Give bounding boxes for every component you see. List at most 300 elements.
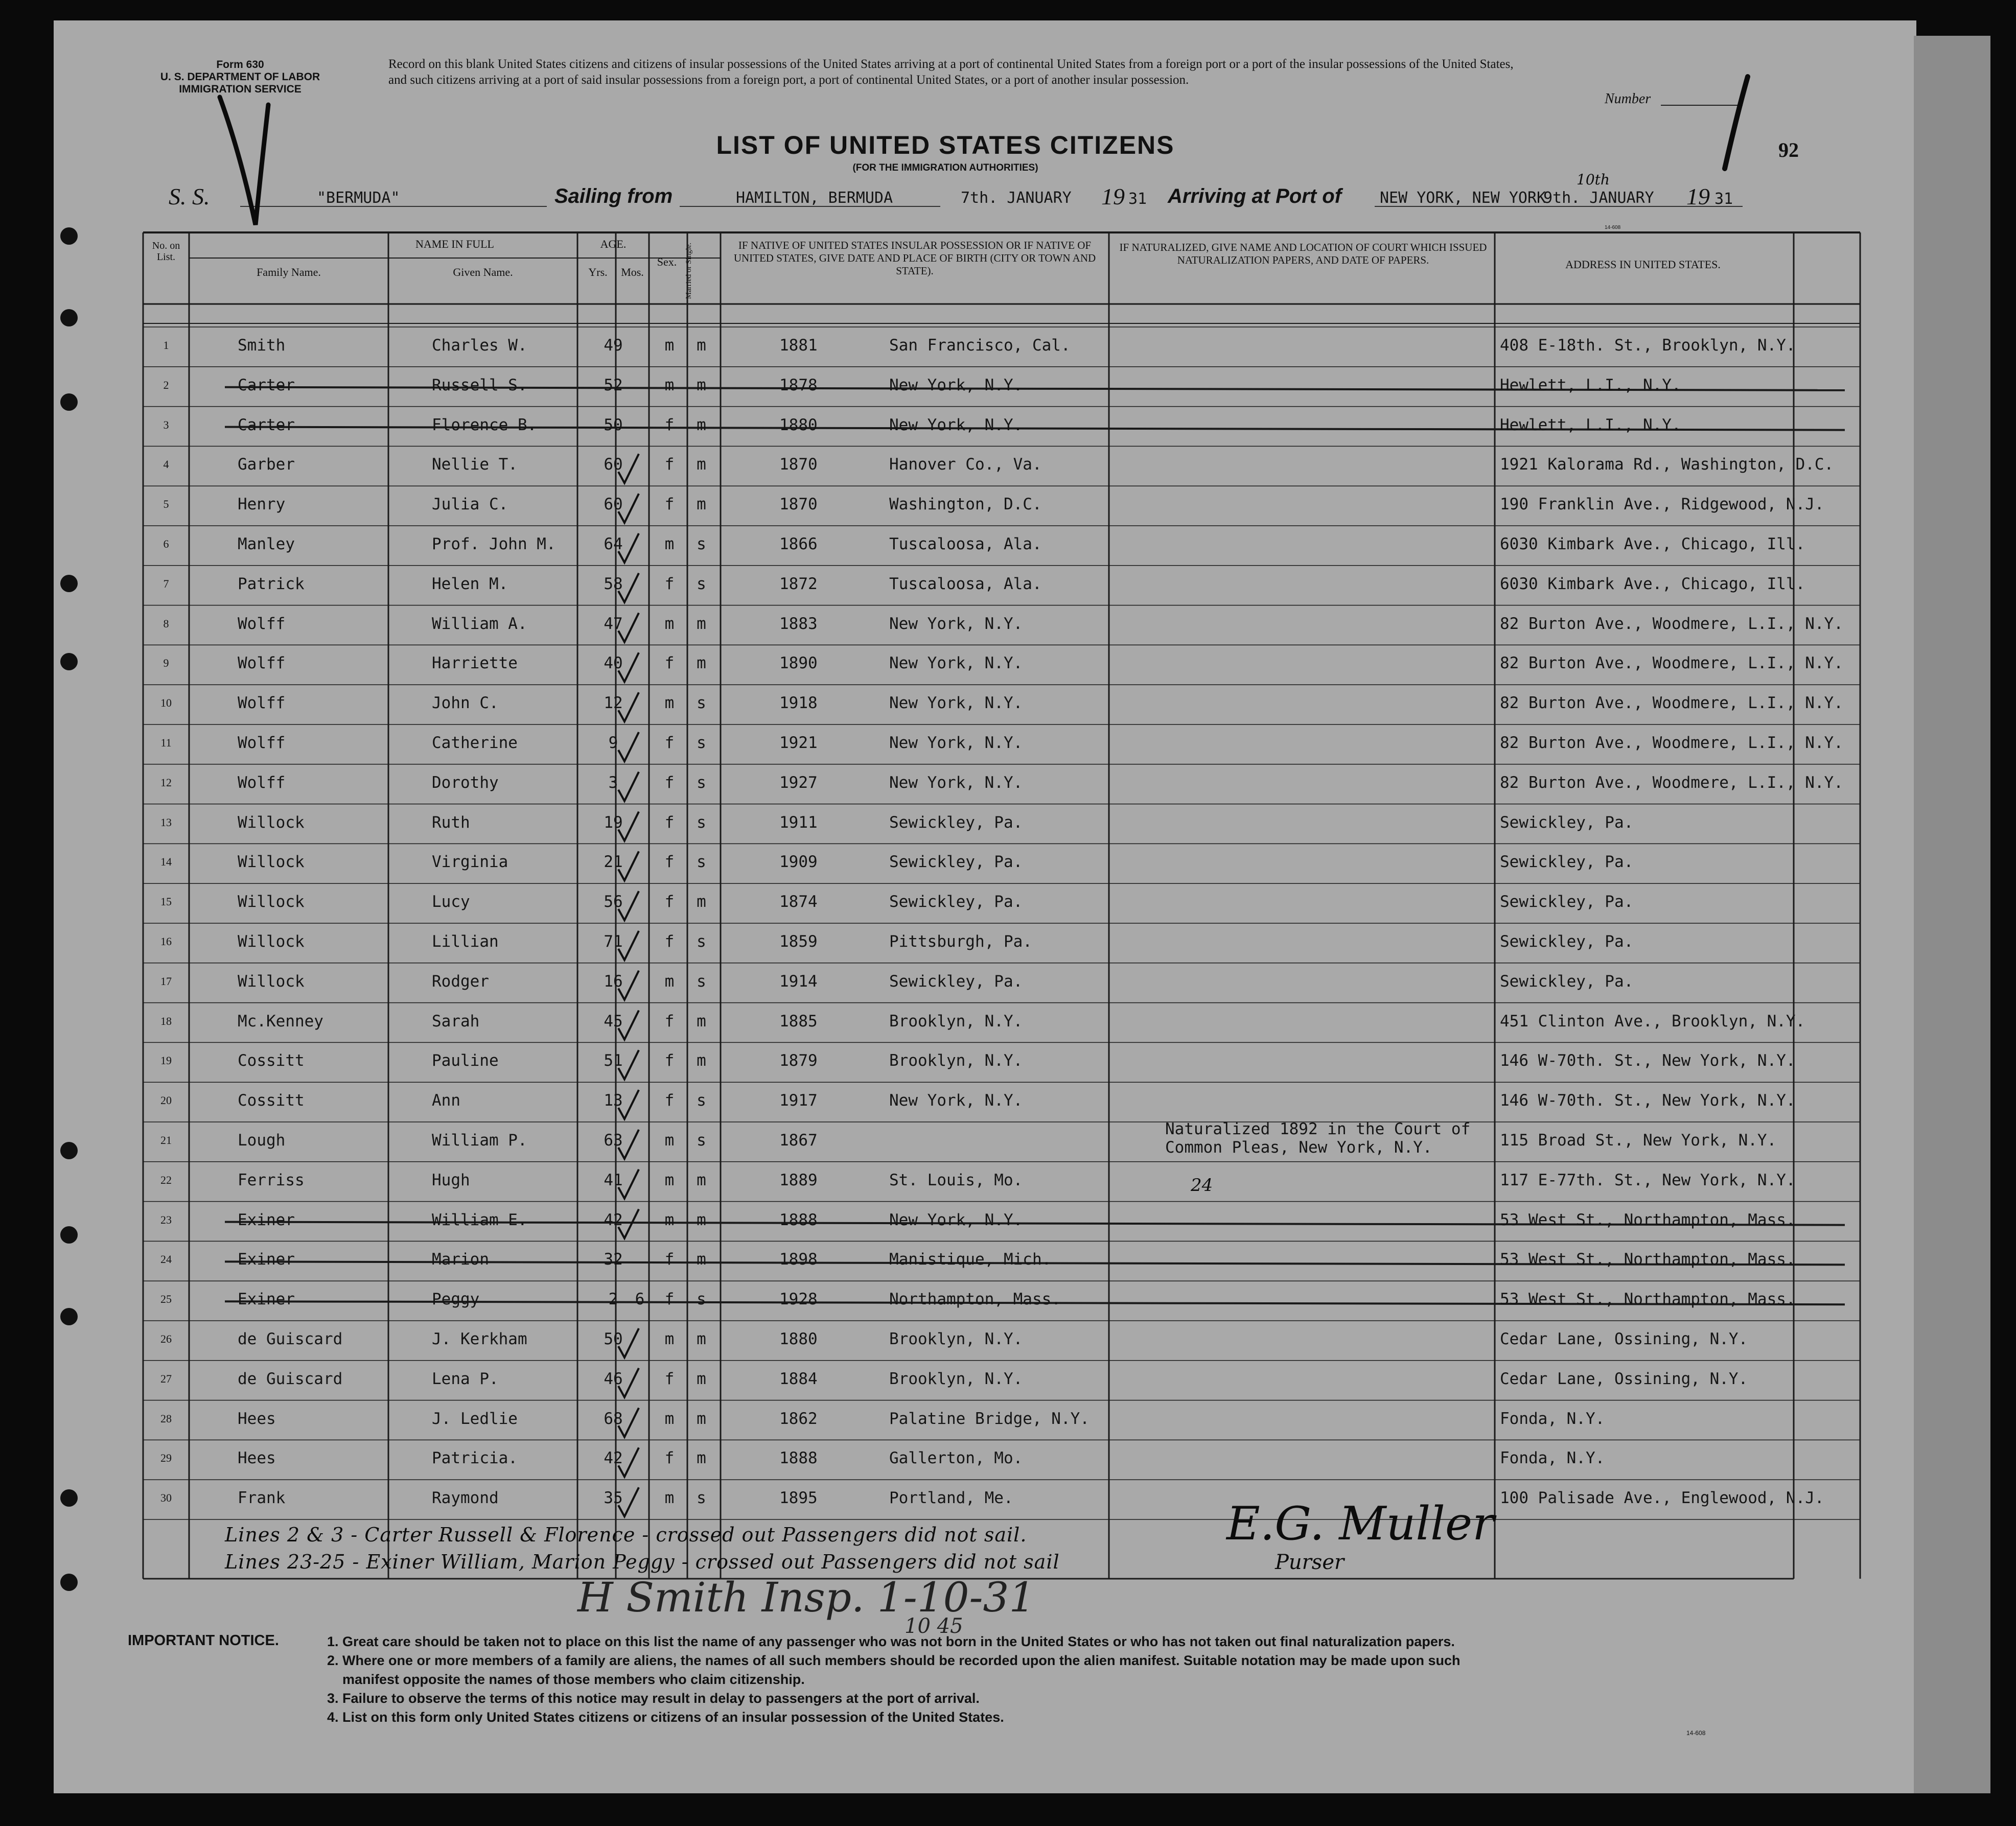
cell-ms: m <box>697 1170 706 1189</box>
cell-family: Hees <box>238 1409 276 1428</box>
cell-place: New York, N.Y. <box>889 773 1023 792</box>
cell-family: Patrick <box>238 574 305 593</box>
sailing-year: 31 <box>1128 190 1147 208</box>
cell-year: 1880 <box>779 1330 818 1348</box>
cell-ms: s <box>697 813 706 832</box>
cell-sex: f <box>664 1091 675 1110</box>
cell-year: 1927 <box>779 773 818 792</box>
cell-given: William P. <box>432 1131 527 1150</box>
cell-family: de Guiscard <box>238 1330 343 1348</box>
cell-place: New York, N.Y. <box>889 415 1023 434</box>
cell-family: Willock <box>238 932 305 951</box>
cell-place: San Francisco, Cal. <box>889 336 1071 355</box>
cell-no: 29 <box>160 1452 172 1465</box>
cell-sex: m <box>664 1409 675 1428</box>
cell-place: Brooklyn, N.Y. <box>889 1330 1023 1348</box>
cell-no: 16 <box>160 935 172 948</box>
col-header-native: IF NATIVE OF UNITED STATES INSULAR POSSESSION OR IF NATIVE OF UNITED STATES, GIVE DATE AND PLACE OF BIRTH (CITY OR TOWN AND STATE). <box>733 239 1096 277</box>
cell-nat: Naturalized 1892 in the Court of <box>1165 1120 1471 1138</box>
cell-place: Palatine Bridge, N.Y. <box>889 1409 1090 1428</box>
notice-code: 14-608 <box>1686 1729 1706 1737</box>
annotation-line-1: Lines 2 & 3 - Carter Russell & Florence - crossed out Passengers did not sail. <box>225 1524 1027 1546</box>
cell-ms: s <box>697 1091 706 1110</box>
col-header-family: Family Name. <box>257 266 321 278</box>
cell-place: St. Louis, Mo. <box>889 1170 1023 1189</box>
sailing-label: Sailing from <box>554 185 673 207</box>
cell-sex: m <box>664 1170 675 1189</box>
cell-sex: m <box>664 694 675 713</box>
cell-sex: f <box>664 415 675 434</box>
cell-sex: f <box>664 893 675 911</box>
cell-address: Fonda, N.Y. <box>1500 1449 1605 1468</box>
cell-no: 10 <box>160 696 172 710</box>
cell-given: Russell S. <box>432 376 527 394</box>
cell-yrs: 63 <box>604 1131 623 1150</box>
cell-year: 1866 <box>779 535 818 553</box>
cell-address: Sewickley, Pa. <box>1500 972 1634 991</box>
cell-year: 1867 <box>779 1131 818 1150</box>
cell-family: Manley <box>238 535 295 553</box>
cell-address: Fonda, N.Y. <box>1500 1409 1605 1428</box>
cell-ms: m <box>697 1210 706 1229</box>
cell-family: Wolff <box>238 654 286 673</box>
cell-place: Brooklyn, N.Y. <box>889 1012 1023 1031</box>
cell-family: Willock <box>238 893 305 911</box>
col-header-yrs: Yrs. <box>588 266 608 278</box>
cell-sex: f <box>664 1369 675 1388</box>
cell-given: Nellie T. <box>432 455 518 474</box>
cell-given: William E. <box>432 1210 527 1229</box>
notice-body <box>327 1632 1860 1727</box>
cell-yrs: 50 <box>604 415 623 434</box>
cell-given: J. Ledlie <box>432 1409 518 1428</box>
cell-place: New York, N.Y. <box>889 654 1023 673</box>
col-header-naturalized: IF NATURALIZED, GIVE NAME AND LOCATION OF COURT WHICH ISSUED NATURALIZATION PAPERS, AND DATE OF PAPERS. <box>1119 241 1487 266</box>
cell-sex: f <box>664 654 675 673</box>
cell-yrs: 32 <box>604 1250 623 1269</box>
cell-place: New York, N.Y. <box>889 614 1023 633</box>
cell-ms: m <box>697 1051 706 1070</box>
notice-item: 1. Great care should be taken not to place on this list the name of any passenger who was not born in the United States or who has not taken out final naturalization papers. <box>327 1634 1455 1649</box>
cell-family: Willock <box>238 972 305 991</box>
cell-sex: f <box>664 574 675 593</box>
cell-year: 1881 <box>779 336 818 355</box>
cell-family: Wolff <box>238 734 286 752</box>
cell-year: 1928 <box>779 1290 818 1309</box>
cell-no: 18 <box>160 1014 172 1027</box>
cell-year: 1885 <box>779 1012 818 1031</box>
cell-address: 82 Burton Ave., Woodmere, L.I., N.Y. <box>1500 773 1843 792</box>
cell-year: 1872 <box>779 574 818 593</box>
margin-note-24: 24 <box>1191 1175 1213 1196</box>
cell-place: Hanover Co., Va. <box>889 455 1042 474</box>
cell-family: de Guiscard <box>238 1369 343 1388</box>
cell-family: Mc.Kenney <box>238 1012 323 1031</box>
cell-no: 30 <box>160 1491 172 1505</box>
cell-ms: s <box>697 773 706 792</box>
cell-sex: f <box>664 1250 675 1269</box>
cell-ms: m <box>697 1012 706 1031</box>
cell-sex: f <box>664 1051 675 1070</box>
cell-year: 1883 <box>779 614 818 633</box>
cell-yrs: 46 <box>604 1369 623 1388</box>
col-header-given: Given Name. <box>453 266 513 278</box>
cell-sex: m <box>664 1210 675 1229</box>
cell-given: Pauline <box>432 1051 499 1070</box>
cell-given: Rodger <box>432 972 489 991</box>
cell-family: Wolff <box>238 694 286 713</box>
purser-title: Purser <box>1275 1551 1345 1574</box>
cell-yrs: 12 <box>604 694 623 713</box>
cell-given: Virginia <box>432 853 508 872</box>
cell-no: 12 <box>160 776 172 789</box>
cell-family: Frank <box>238 1489 286 1508</box>
cell-yrs: 49 <box>604 336 623 355</box>
cell-no: 17 <box>160 974 172 988</box>
cell-family: Carter <box>238 376 295 394</box>
cell-no: 3 <box>163 418 169 431</box>
cell-family: Lough <box>238 1131 286 1150</box>
cell-ms: s <box>697 1489 706 1508</box>
arrival-day-correction: 10th <box>1577 171 1610 188</box>
cell-address: 82 Burton Ave., Woodmere, L.I., N.Y. <box>1500 614 1843 633</box>
col-header-mos: Mos. <box>621 266 644 278</box>
cell-no: 21 <box>160 1134 172 1146</box>
cell-place: Portland, Me. <box>889 1489 1013 1508</box>
cell-ms: m <box>697 415 706 434</box>
annotation-line-2: Lines 23-25 - Exiner William, Marion Peggy - crossed out Passengers did not sail <box>225 1551 1060 1573</box>
cell-ms: m <box>697 455 706 474</box>
cell-address: 82 Burton Ave., Woodmere, L.I., N.Y. <box>1500 694 1843 713</box>
cell-given: Julia C. <box>432 495 508 514</box>
cell-address: Sewickley, Pa. <box>1500 893 1634 911</box>
ship-name: "BERMUDA" <box>317 189 400 207</box>
cell-no: 7 <box>163 577 169 590</box>
cell-year: 1878 <box>779 376 818 394</box>
cell-sex: m <box>664 972 675 991</box>
cell-ms: m <box>697 1330 706 1348</box>
cell-yrs: 60 <box>604 495 623 514</box>
cell-place: Brooklyn, N.Y. <box>889 1051 1023 1070</box>
cell-year: 1888 <box>779 1210 818 1229</box>
cell-yrs: 21 <box>604 853 623 872</box>
cell-place: Sewickley, Pa. <box>889 972 1023 991</box>
cell-address: 82 Burton Ave., Woodmere, L.I., N.Y. <box>1500 734 1843 752</box>
cell-no: 14 <box>160 855 172 869</box>
cell-yrs: 60 <box>604 455 623 474</box>
cell-no: 26 <box>160 1332 172 1345</box>
cell-yrs: 41 <box>604 1170 623 1189</box>
cell-no: 19 <box>160 1054 172 1067</box>
cell-no: 20 <box>160 1094 172 1107</box>
service: IMMIGRATION SERVICE <box>179 83 302 95</box>
cell-family: Cossitt <box>238 1091 305 1110</box>
cell-yrs: 64 <box>604 535 623 553</box>
cell-yrs: 3 <box>608 773 618 792</box>
cell-given: Lillian <box>432 932 499 951</box>
cell-year: 1862 <box>779 1409 818 1428</box>
cell-yrs: 13 <box>604 1091 623 1110</box>
cell-address: Sewickley, Pa. <box>1500 813 1634 832</box>
notice-heading: IMPORTANT NOTICE. <box>128 1632 279 1649</box>
cell-sex: f <box>664 1012 675 1031</box>
cell-sex: m <box>664 376 675 394</box>
inspector-note: H Smith Insp. 1-10-31 <box>577 1574 1035 1621</box>
cell-given: Peggy <box>432 1290 480 1309</box>
cell-year: 1914 <box>779 972 818 991</box>
cell-address: 190 Franklin Ave., Ridgewood, N.J. <box>1500 495 1824 514</box>
cell-nat-cont: Common Pleas, New York, N.Y. <box>1165 1138 1432 1157</box>
cell-family: Wolff <box>238 773 286 792</box>
cell-address: 451 Clinton Ave., Brooklyn, N.Y. <box>1500 1012 1805 1031</box>
cell-yrs: 51 <box>604 1051 623 1070</box>
cell-ms: s <box>697 1131 706 1150</box>
cell-address: 146 W-70th. St., New York, N.Y. <box>1500 1051 1796 1070</box>
cell-year: 1880 <box>779 415 818 434</box>
cell-sex: m <box>664 535 675 553</box>
cell-yrs: 50 <box>604 1330 623 1348</box>
cell-no: 6 <box>163 537 169 550</box>
cell-ms: s <box>697 734 706 752</box>
department: U. S. DEPARTMENT OF LABOR <box>160 71 320 83</box>
form-number: Form 630 <box>216 59 264 71</box>
cell-ms: m <box>697 336 706 355</box>
cell-no: 25 <box>160 1293 172 1306</box>
cell-year: 1921 <box>779 734 818 752</box>
cell-family: Ferriss <box>238 1170 305 1189</box>
cell-address: Sewickley, Pa. <box>1500 853 1634 872</box>
cell-ms: s <box>697 932 706 951</box>
cell-family: Willock <box>238 853 305 872</box>
cell-address: 408 E-18th. St., Brooklyn, N.Y. <box>1500 336 1796 355</box>
cell-year: 1911 <box>779 813 818 832</box>
cell-place: Northampton, Mass. <box>889 1290 1061 1309</box>
cell-sex: m <box>664 336 675 355</box>
cell-year: 1888 <box>779 1449 818 1468</box>
cell-yrs: 58 <box>604 574 623 593</box>
cell-address: Hewlett, L.I., N.Y. <box>1500 376 1681 394</box>
notice-item: 2. Where one or more members of a family are aliens, the names of all such members should be recorded upon the alien manifest. Suitable notation may be made upon such <box>327 1653 1461 1668</box>
purser-signature: E.G. Muller <box>1226 1497 1495 1551</box>
cell-year: 1874 <box>779 893 818 911</box>
cell-no: 5 <box>163 498 169 511</box>
cell-sex: m <box>664 614 675 633</box>
cell-family: Exiner <box>238 1210 295 1229</box>
cell-mos: 6 <box>635 1290 645 1309</box>
ss-label: S. S. <box>169 183 210 209</box>
cell-ms: m <box>697 1449 706 1468</box>
cell-yrs: 42 <box>604 1449 623 1468</box>
cell-given: John C. <box>432 694 499 713</box>
cell-address: 6030 Kimbark Ave., Chicago, Ill. <box>1500 535 1805 553</box>
cell-yrs: 56 <box>604 893 623 911</box>
cell-family: Willock <box>238 813 305 832</box>
cell-address: Hewlett, L.I., N.Y. <box>1500 415 1681 434</box>
cell-given: Ann <box>432 1091 460 1110</box>
cell-family: Cossitt <box>238 1051 305 1070</box>
cell-ms: s <box>697 972 706 991</box>
cell-yrs: 19 <box>604 813 623 832</box>
cell-ms: s <box>697 574 706 593</box>
arriving-label: Arriving at Port of <box>1168 185 1342 207</box>
cell-sex: f <box>664 495 675 514</box>
cell-address: 115 Broad St., New York, N.Y. <box>1500 1131 1777 1150</box>
inspector-time: 10 45 <box>905 1614 963 1638</box>
cell-ms: m <box>697 376 706 394</box>
cell-sex: f <box>664 813 675 832</box>
col-header-sex: Sex. <box>657 255 677 268</box>
cell-no: 1 <box>163 339 169 352</box>
cell-ms: m <box>697 1250 706 1269</box>
cell-given: Ruth <box>432 813 470 832</box>
cell-yrs: 35 <box>604 1489 623 1508</box>
cell-sex: f <box>664 853 675 872</box>
cell-address: 53 West St., Northampton, Mass. <box>1500 1250 1796 1269</box>
cell-place: New York, N.Y. <box>889 694 1023 713</box>
cell-yrs: 45 <box>604 1012 623 1031</box>
cell-no: 9 <box>163 657 169 670</box>
cell-year: 1884 <box>779 1369 818 1388</box>
cell-year: 1859 <box>779 932 818 951</box>
cell-given: Helen M. <box>432 574 508 593</box>
cell-given: Charles W. <box>432 336 527 355</box>
instructions: Record on this blank United States citizens and citizens of insular possessions of the United States arriving at a port of continental United States from a foreign port or a port of the insular possessions of the United States, and such citizens arriving at a port of said insular possessions from a foreign port, a port of continental United States, or a port of another insular possession. <box>388 57 1514 87</box>
cell-no: 22 <box>160 1173 172 1186</box>
cell-place: Tuscaloosa, Ala. <box>889 574 1042 593</box>
cell-family: Exiner <box>238 1250 295 1269</box>
cell-sex: f <box>664 773 675 792</box>
col-header-married: Married or Single. <box>685 242 693 299</box>
col-header-no: No. on List. <box>152 240 180 263</box>
cell-year: 1918 <box>779 694 818 713</box>
col-header-name: NAME IN FULL <box>415 238 494 250</box>
cell-place: New York, N.Y. <box>889 734 1023 752</box>
cell-no: 8 <box>163 617 169 630</box>
cell-ms: m <box>697 614 706 633</box>
cell-ms: m <box>697 893 706 911</box>
arrival-day: 9th. JANUARY <box>1543 189 1654 207</box>
cell-ms: m <box>697 495 706 514</box>
cell-family: Henry <box>238 495 286 514</box>
cell-given: Harriette <box>432 654 518 673</box>
cell-family: Wolff <box>238 614 286 633</box>
cell-given: William A. <box>432 614 527 633</box>
cell-sex: m <box>664 1131 675 1150</box>
form-subtitle: (FOR THE IMMIGRATION AUTHORITIES) <box>852 162 1038 173</box>
cell-address: Cedar Lane, Ossining, N.Y. <box>1500 1330 1748 1348</box>
cell-yrs: 40 <box>604 654 623 673</box>
small-code: 14-608 <box>1605 225 1621 230</box>
notice-item: 3. Failure to observe the terms of this notice may result in delay to passengers at the port of arrival. <box>327 1691 980 1706</box>
cell-sex: f <box>664 455 675 474</box>
arrival-port: NEW YORK, NEW YORK <box>1380 189 1546 207</box>
cell-given: Hugh <box>432 1170 470 1189</box>
cell-yrs: 71 <box>604 932 623 951</box>
cell-year: 1890 <box>779 654 818 673</box>
cell-sex: f <box>664 1290 675 1309</box>
cell-family: Exiner <box>238 1290 295 1309</box>
cell-sex: f <box>664 1449 675 1468</box>
cell-no: 23 <box>160 1213 172 1226</box>
cell-ms: m <box>697 654 706 673</box>
cell-no: 15 <box>160 895 172 908</box>
cell-yrs: 68 <box>604 1409 623 1428</box>
cell-no: 2 <box>163 378 169 391</box>
cell-family: Garber <box>238 455 295 474</box>
cell-given: Lucy <box>432 893 470 911</box>
cell-address: 117 E-77th. St., New York, N.Y. <box>1500 1170 1796 1189</box>
cell-family: Carter <box>238 415 295 434</box>
cell-place: New York, N.Y. <box>889 1091 1023 1110</box>
cell-year: 1879 <box>779 1051 818 1070</box>
cell-given: Catherine <box>432 734 518 752</box>
cell-no: 13 <box>160 815 172 829</box>
number-label: Number <box>1605 91 1651 107</box>
cell-no: 24 <box>160 1253 172 1266</box>
cell-yrs: 52 <box>604 376 623 394</box>
cell-sex: f <box>664 734 675 752</box>
cell-place: Brooklyn, N.Y. <box>889 1369 1023 1388</box>
notice-item: manifest opposite the names of those members who claim citizenship. <box>342 1672 805 1687</box>
form-title: LIST OF UNITED STATES CITIZENS <box>716 131 1175 159</box>
cell-yrs: 2 <box>608 1290 618 1309</box>
cell-address: 6030 Kimbark Ave., Chicago, Ill. <box>1500 574 1805 593</box>
cell-ms: s <box>697 535 706 553</box>
cell-given: Sarah <box>432 1012 480 1031</box>
col-header-age: AGE. <box>600 238 627 250</box>
cell-family: Smith <box>238 336 286 355</box>
cell-place: Washington, D.C. <box>889 495 1042 514</box>
cell-ms: s <box>697 853 706 872</box>
cell-year: 1895 <box>779 1489 818 1508</box>
cell-given: Lena P. <box>432 1369 499 1388</box>
cell-ms: m <box>697 1409 706 1428</box>
cell-no: 28 <box>160 1412 172 1425</box>
cell-sex: m <box>664 1489 675 1508</box>
cell-year: 1898 <box>779 1250 818 1269</box>
notice-item: 4. List on this form only United States citizens or citizens of an insular possession of the United States. <box>327 1710 1004 1725</box>
cell-yrs: 16 <box>604 972 623 991</box>
cell-given: Patricia. <box>432 1449 518 1468</box>
cell-no: 4 <box>163 458 169 471</box>
cell-no: 27 <box>160 1372 172 1385</box>
cell-year: 1870 <box>779 495 818 514</box>
cell-place: Gallerton, Mo. <box>889 1449 1023 1468</box>
cell-given: Marion <box>432 1250 489 1269</box>
cell-ms: s <box>697 1290 706 1309</box>
cell-sex: m <box>664 1330 675 1348</box>
cell-ms: s <box>697 694 706 713</box>
cell-place: New York, N.Y. <box>889 1210 1023 1229</box>
cell-place: Pittsburgh, Pa. <box>889 932 1032 951</box>
cell-yrs: 42 <box>604 1210 623 1229</box>
cell-family: Hees <box>238 1449 276 1468</box>
cell-address: 146 W-70th. St., New York, N.Y. <box>1500 1091 1796 1110</box>
cell-address: 82 Burton Ave., Woodmere, L.I., N.Y. <box>1500 654 1843 673</box>
cell-given: Raymond <box>432 1489 499 1508</box>
cell-address: Cedar Lane, Ossining, N.Y. <box>1500 1369 1748 1388</box>
sailing-day: 7th. JANUARY <box>961 189 1072 207</box>
cell-year: 1909 <box>779 853 818 872</box>
arrival-year-prefix: 19 <box>1686 183 1710 209</box>
page-number: 92 <box>1778 138 1799 161</box>
cell-address: Sewickley, Pa. <box>1500 932 1634 951</box>
cell-address: 53 West St., Northampton, Mass. <box>1500 1290 1796 1309</box>
cell-place: New York, N.Y. <box>889 376 1023 394</box>
cell-yrs: 9 <box>608 734 618 752</box>
col-header-address: ADDRESS IN UNITED STATES. <box>1565 258 1721 271</box>
cell-year: 1870 <box>779 455 818 474</box>
